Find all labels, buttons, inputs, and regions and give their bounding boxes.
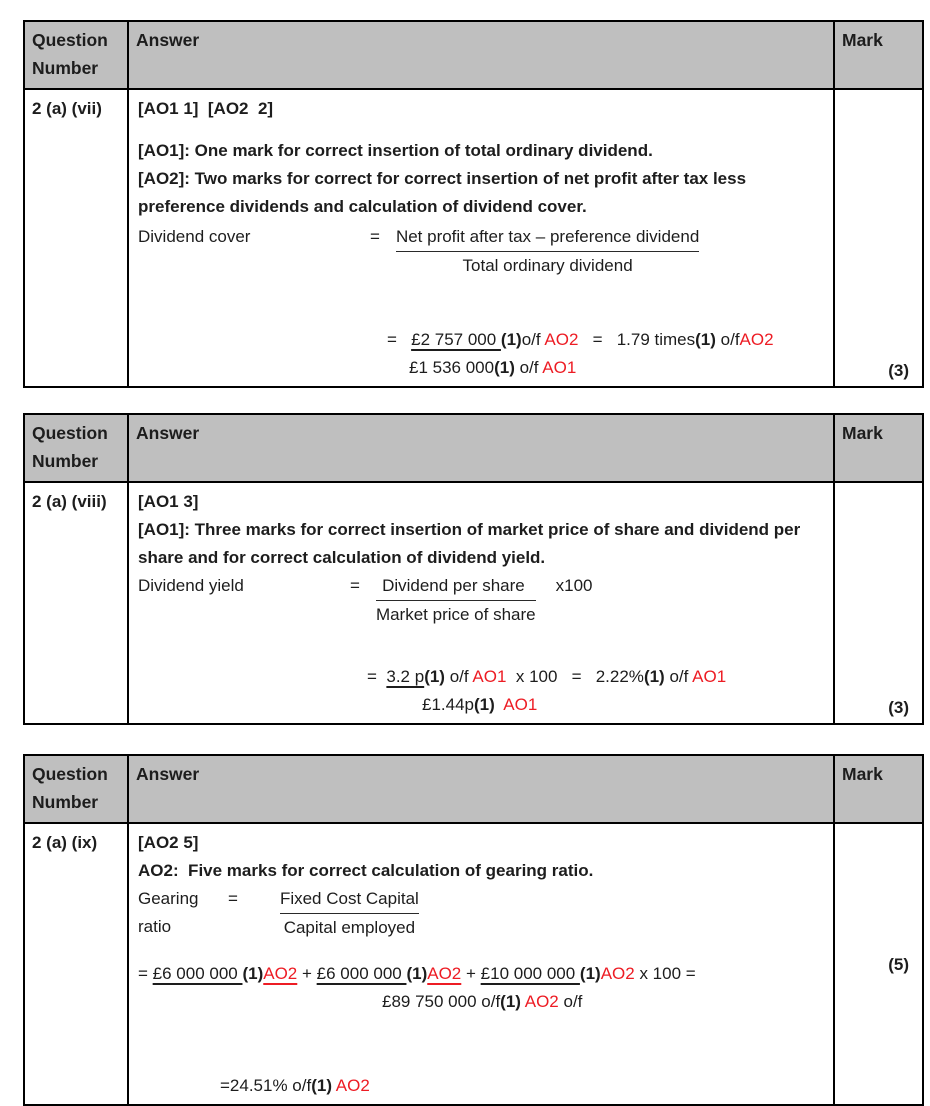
ao-annotation: AO1: [472, 667, 507, 686]
formula-label: Gearing ratio: [138, 889, 204, 936]
mark-point: (1): [494, 358, 515, 377]
header-mark: Mark: [834, 21, 923, 89]
fraction: [376, 572, 536, 629]
calc-text: o/f: [521, 330, 545, 349]
header-question-number: [24, 755, 128, 823]
calc-value: £1.44p: [422, 695, 474, 714]
calc-text: o/f: [558, 992, 583, 1011]
header-mark: Mark: [834, 755, 923, 823]
question-table-2a-viii: [23, 413, 924, 725]
ao-tags: [AO1 1] [AO2 2]: [138, 99, 274, 118]
question-table-2a-vii: [23, 20, 924, 388]
ao-annotation: AO1: [692, 667, 727, 686]
answer-cell: [128, 89, 834, 387]
table-header-row: [24, 414, 923, 482]
header-answer: Answer: [128, 414, 834, 482]
calc-text: +: [297, 964, 317, 983]
question-table-2a-ix: [23, 754, 924, 1106]
mark-point: (1): [500, 992, 521, 1011]
calculation-line-1: [138, 960, 823, 988]
ao-annotation: AO2: [427, 964, 462, 983]
calculation-line-1: [387, 326, 823, 354]
calc-value: =24.51% o/f: [220, 1076, 312, 1095]
mark-point: (1): [643, 667, 665, 686]
calc-text: =: [138, 964, 153, 983]
question-number: 2 (a) (vii): [24, 89, 128, 387]
table-row: [24, 89, 923, 387]
ao-annotation: AO2: [524, 992, 559, 1011]
calc-text: o/f: [514, 358, 543, 377]
calc-text: x 100 =: [634, 964, 696, 983]
header-mark: Mark: [834, 414, 923, 482]
formula-suffix: x100: [555, 576, 593, 595]
calculation-line-3: [220, 1072, 823, 1100]
ao1-note: [AO1]: Three marks for correct insertion of market price of share and dividend per share and for correct calculation of dividend yield.: [138, 520, 805, 567]
answer-cell: [128, 482, 834, 724]
ao-tags: [AO2 5]: [138, 833, 199, 852]
table-header-row: [24, 21, 923, 89]
table-row: [24, 482, 923, 724]
fraction: [396, 223, 699, 280]
header-question-line1: Question: [32, 423, 108, 443]
header-question-line2: Number: [32, 58, 99, 78]
formula-label: Dividend yield: [138, 576, 244, 595]
formula-row: [138, 223, 823, 280]
calc-text: =: [578, 330, 617, 349]
mark-value: (3): [834, 482, 923, 724]
header-question-number: [24, 414, 128, 482]
calc-text: =: [387, 330, 412, 349]
calc-value-underlined: 3.2 p: [386, 667, 425, 686]
ao1-note: [AO1]: One mark for correct insertion of total ordinary dividend.: [138, 141, 653, 160]
formula-numerator: Dividend per share: [376, 572, 536, 601]
calc-value-underlined: £6 000 000: [316, 964, 407, 983]
header-answer: Answer: [128, 755, 834, 823]
ao2-note: [AO2]: Two marks for correct for correct insertion of net profit after tax less preference dividends and calculation of dividend cover.: [138, 169, 751, 216]
ao-annotation: AO2: [544, 330, 579, 349]
formula-numerator: Fixed Cost Capital: [280, 885, 419, 914]
calc-value-underlined: £2 757 000: [411, 330, 501, 349]
mark-point: (1): [242, 964, 264, 983]
answer-cell: [128, 823, 834, 1105]
calculation-line-2: [422, 691, 823, 719]
calc-value-underlined: £6 000 000: [152, 964, 243, 983]
calculation-line-1: [367, 663, 823, 691]
ao-annotation: AO2: [335, 1076, 370, 1095]
ao-tags: [AO1 3]: [138, 492, 199, 511]
equals-sign: =: [350, 576, 360, 595]
formula-row: [138, 572, 823, 629]
ao-annotation: AO1: [503, 695, 538, 714]
header-question-line2: Number: [32, 451, 99, 471]
fraction: [280, 885, 419, 942]
mark-point: (1): [695, 330, 716, 349]
calc-text: x 100 = 2.22%: [506, 667, 644, 686]
mark-point: (1): [406, 964, 428, 983]
table-row: [24, 823, 923, 1105]
ao-annotation: AO2: [739, 330, 774, 349]
mark-point: (1): [579, 964, 601, 983]
header-question-line1: Question: [32, 30, 108, 50]
calc-text: o/f: [715, 330, 740, 349]
formula-denominator: Market price of share: [375, 605, 536, 624]
calc-text: =: [367, 667, 387, 686]
calc-text: o/f: [664, 667, 693, 686]
calc-text: o/f: [444, 667, 473, 686]
formula-label: Dividend cover: [138, 227, 251, 246]
header-question-line2: Number: [32, 792, 99, 812]
calc-text: +: [461, 964, 481, 983]
formula-denominator: Capital employed: [283, 918, 416, 937]
equals-sign: =: [370, 227, 380, 246]
formula-denominator: Total ordinary dividend: [462, 256, 633, 275]
calculation-line-2: [382, 988, 823, 1016]
ao-annotation: AO2: [263, 964, 298, 983]
equals-sign: =: [228, 889, 238, 908]
header-question-number: [24, 21, 128, 89]
calc-value-underlined: £10 000 000: [480, 964, 580, 983]
ao-annotation: AO2: [600, 964, 635, 983]
header-answer: Answer: [128, 21, 834, 89]
mark-value: (3): [834, 89, 923, 387]
mark-point: (1): [500, 330, 522, 349]
mark-point: (1): [424, 667, 445, 686]
formula-numerator: Net profit after tax – preference dividend: [396, 223, 699, 252]
ao-annotation: AO1: [542, 358, 577, 377]
calc-value: £1 536 000: [409, 358, 495, 377]
mark-point: (1): [474, 695, 495, 714]
calc-value: £89 750 000 o/f: [382, 992, 501, 1011]
ao2-note: AO2: Five marks for correct calculation of gearing ratio.: [138, 861, 594, 880]
calc-result: 1.79 times: [616, 330, 696, 349]
header-question-line1: Question: [32, 764, 108, 784]
mark-point: (1): [311, 1076, 332, 1095]
question-number: 2 (a) (ix): [24, 823, 128, 1105]
calculation-line-2: [409, 354, 823, 382]
question-number: 2 (a) (viii): [24, 482, 128, 724]
table-header-row: [24, 755, 923, 823]
formula-row: [138, 885, 823, 942]
mark-value: (5): [834, 823, 923, 1105]
